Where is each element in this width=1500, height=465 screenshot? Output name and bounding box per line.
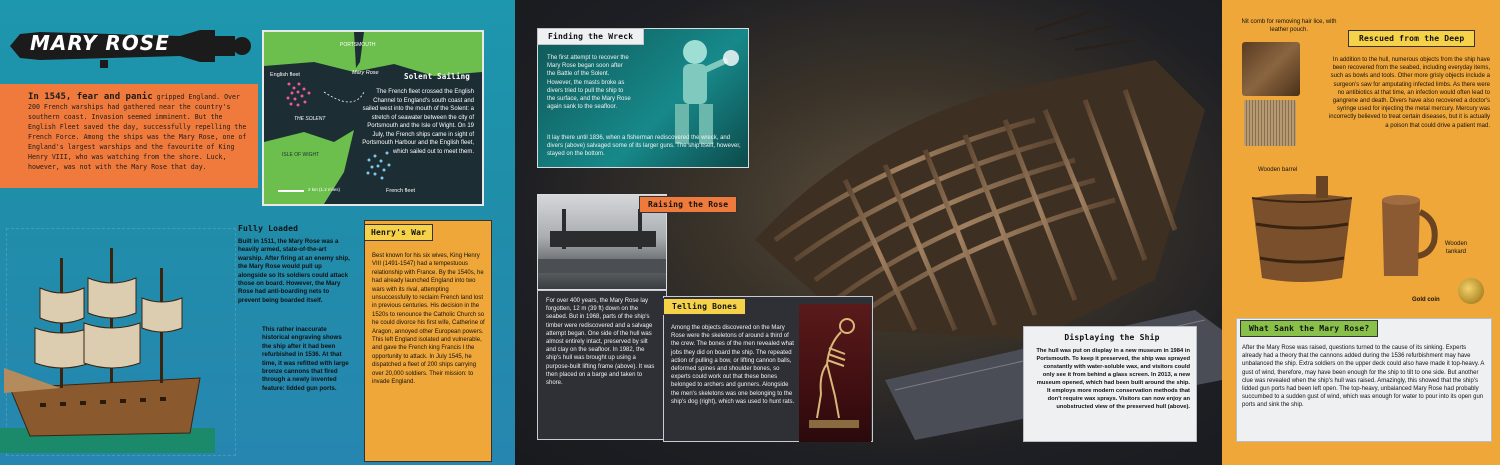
map-text: The French fleet crossed the English Channel to England's south coast and sailed west into the mouth of the Solent: a stretch of seawater between the city of Portsmouth and the Isle of Wight. On 19 July, the French ships came in sight of Portsmouth Harbour and the English fleet, which sailed out to meet them. [362,89,474,155]
comb-photo [1244,100,1296,146]
map-label-portsmouth: PORTSMOUTH [340,42,376,48]
ship-engraving [0,238,215,453]
rescued-text: In addition to the hull, numerous objects from the ship have been recovered from the seabed, including everyday items, such as bowls and tools. Other more grisly objects include a surgeon's saw for amputating infected limbs. As there were no antibiotics at that time, an infection would often lead to gangrene and death. Divers have also recovered a doctor's syringe used for injecting the metal mercury. Mercury was incorrectly believed to treat certain diseases, but it is actually a poison that could drive a patient mad. [1328,57,1490,129]
raising-card [537,290,667,440]
gold-coin-photo [1458,278,1484,304]
raising-text: For over 400 years, the Mary Rose lay forgotten, 12 m (39 ft) down on the seabed. But in 1968, parts of the ship's timber were rediscovered and a salvage attempt began. One side of the hull was almost entirely intact, preserved by silt and clay on the seafloor. In 1982, the ship's hull was brought up using a purpose-built lifting frame (above). It was then placed on a barge and taken to shore. [546,298,655,387]
henrys-war-heading: Henry's War [364,224,433,241]
sank-text: After the Mary Rose was raised, questions turned to the cause of its sinking. Experts already had a theory that the cannons added during the 1536 refurbishment may have unbalanced the ship. Extra soldiers on the upper deck could also have made it top-heavy. A gust of wind, therefore, may have been enough for the ship to tilt to one side. But another clue was revealed when the ship's hull was raised. Amazingly, this showed that the ship's lidded gun ports had been left open. The top-heavy, unbalanced Mary Rose had probably succumbed to a sudden gust of wind, which was enough for water to pour into its open gun ports and sink the ship. [1242,345,1485,409]
finding-heading: Finding the Wreck [537,28,644,45]
page-title: MARY ROSE [30,31,170,55]
solent-map [262,30,484,206]
map-label-french-fleet: French fleet [386,188,416,194]
diver-icon [665,30,745,150]
fully-loaded-heading: Fully Loaded [238,224,299,233]
left-panel [0,0,515,465]
engraving-caption: This rather inaccurate historical engraving shows the ship after it had been refurbished in 1536. At that time, it was refitted with large bronze cannons that fired through a newly invented feature: lidded gun ports. [262,326,349,392]
fully-loaded-text: Built in 1511, the Mary Rose was a heavily armed, state-of-the-art warship. After firing at an enemy ship, the Mary Rose would pull up alongside so its soldiers could attack those on board. However, the Mary Rose had anti-boarding nets to prevent being boarded itself. [238,238,350,304]
tankard-photo [1374,190,1444,282]
raising-heading: Raising the Rose [639,196,737,213]
map-label-english-fleet: English fleet [270,72,300,78]
dog-skeleton-icon [799,304,871,442]
henrys-war-text: Best known for his six wives, King Henry VIII (1491-1547) had a tempestuous relationship with France. By the 1540s, he had already launched England into two wars with its rival, attempting unsuccessfully to reclaim French land lost in previous centuries. His decision in the 1520s to renounce the Catholic Church so he could divorce his first wife, Catherine of Aragon, annoyed other European powers. This left England isolated and vulnerable, and gave the French king Francis I the opportunity to attack. In July 1545, he dispatched a fleet of 200 ships carrying over 20,000 soldiers. Their mission: to invade England. [372,253,485,386]
map-scale: 2 km (1.2 miles) [308,187,341,192]
rescued-heading: Rescued from the Deep [1348,30,1475,47]
finding-text-2: It lay there until 1836, when a fisherman rediscovered the wreck, and divers (above) salvaged some of its larger guns. The ship itself, however, stayed on the bottom. [547,135,741,158]
comb-pouch-photo [1242,42,1300,96]
comb-caption: Nit comb for removing hair lice, with leather pouch. [1241,19,1337,33]
display-heading: Displaying the Ship [1064,333,1160,342]
middle-panel [515,0,1222,465]
intro-lead: In 1545, fear and panic [28,92,153,102]
dog-skeleton-photo [799,304,871,442]
coin-caption: Gold coin [1412,297,1440,303]
sank-heading: What Sank the Mary Rose? [1240,320,1378,337]
bones-text: Among the objects discovered on the Mary Rose were the skeletons of around a third of the crew. The bones of the men revealed what jobs they did on board the ship. The repeated action of pulling a bow, or lifting cannon balls, deformed spines and shoulder bones, so experts could work out that these bones belonged to archers and gunners. Alongside the men's skeletons was one belonging to the ship's dog (right), which was used to hunt rats. [671,325,795,405]
tankard-caption: Wooden tankard [1444,241,1468,255]
barrel-caption: Wooden barrel [1258,167,1298,173]
finding-text-1: The first attempt to recover the Mary Rose began soon after the Battle of the Solent. However, the masts broke as divers tried to pull the ship to the surface, and the Mary Rose again sank to the seafloor. [547,55,631,111]
map-label-isle-of-wight: ISLE OF WIGHT [282,152,320,158]
map-heading: Solent Sailing [404,72,471,81]
map-label-mary-rose: Mary Rose [352,70,379,76]
intro-box [0,84,258,188]
barrel-photo [1242,174,1362,286]
display-text: The hull was put on display in a new museum in 1984 in Portsmouth. To keep it preserved, the ship was sprayed constantly with water-soluble wax, and visitors could only see it from behind a glass screen. In 2013, a new museum opened, which had been built around the ship. It employs more modern conservation methods that don't require wax sprays. Visitors can now enjoy an unobstructed view of the preserved hull (above). [1036,348,1190,410]
right-panel [1222,0,1500,465]
bones-heading: Telling Bones [663,298,746,315]
map-label-solent: THE SOLENT [294,116,326,122]
display-card [1023,326,1197,442]
intro-text: gripped England. Over 200 French warships had gathered near the country's southern coast. Invasion seemed imminent. But the English Fleet saved the day, successfully repelling the French Force. Among the ships was the Mary Rose, one of England's largest warships and the favourite of King Henry VIII, who was watching from the shore. Luck, however, was not with the Mary Rose that day. [28,93,247,171]
